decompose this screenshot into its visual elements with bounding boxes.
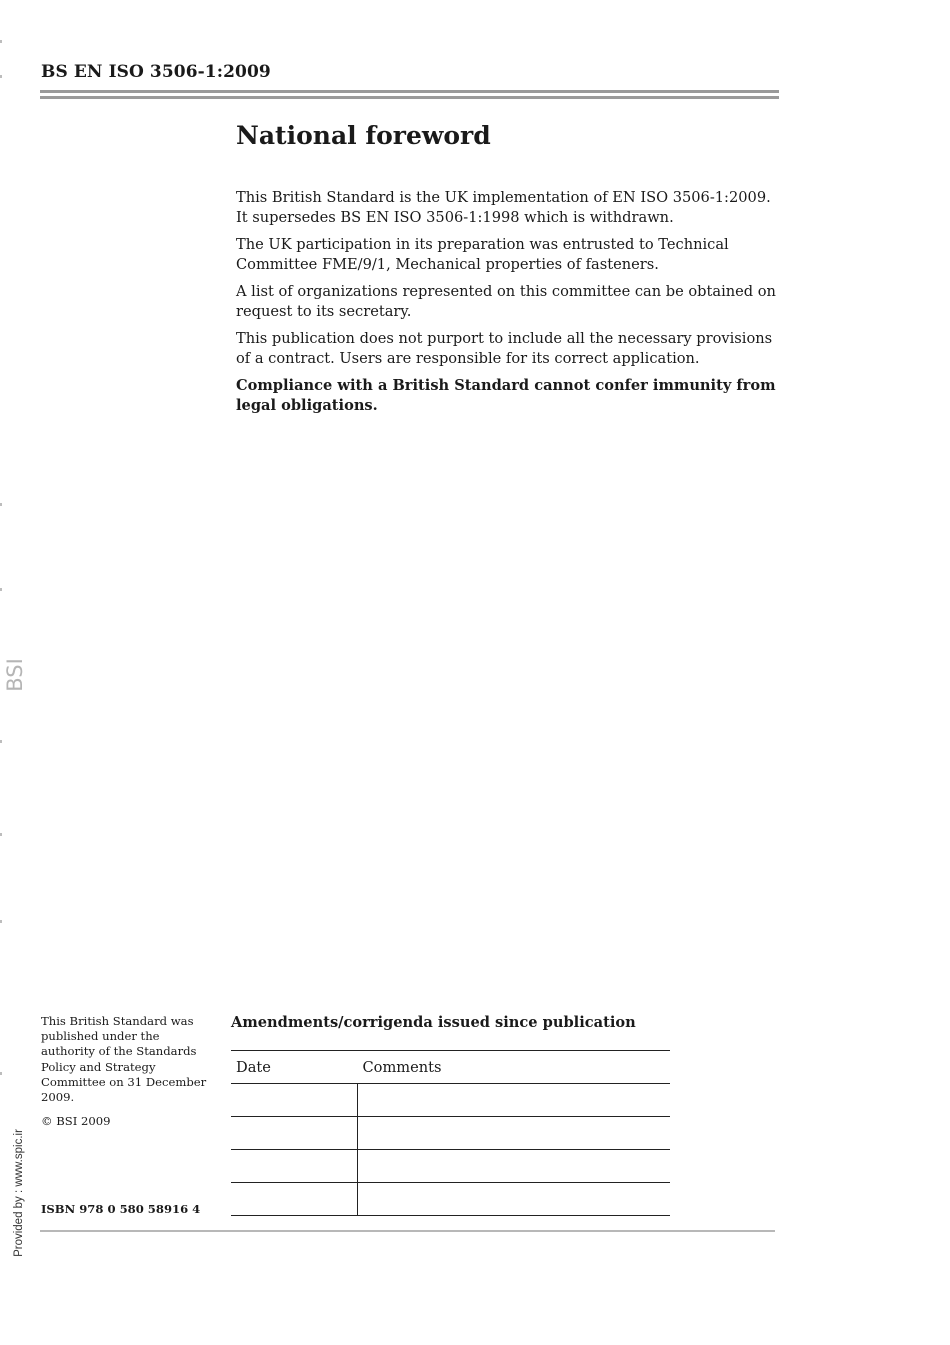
table-row	[231, 1183, 670, 1216]
margin-mark	[0, 920, 2, 923]
date-cell	[231, 1084, 358, 1117]
paragraph: The UK participation in its preparation was entrusted to Technical Committee FME/9/1, Mechanical properties of fasteners.	[236, 236, 729, 273]
margin-mark	[0, 75, 2, 78]
foreword-body	[236, 188, 781, 423]
table-row	[231, 1084, 670, 1117]
date-cell	[231, 1150, 358, 1183]
header-rule	[40, 90, 779, 93]
amendments-title: Amendments/corrigenda issued since publication	[231, 1014, 636, 1031]
paragraph: This publication does not purport to include all the necessary provisions of a contract. Users are responsible for its correct application.	[236, 330, 773, 367]
margin-mark	[0, 503, 2, 506]
compliance-statement: Compliance with a British Standard cannot confer immunity from legal obligations.	[236, 377, 776, 414]
isbn: ISBN 978 0 580 58916 4	[41, 1202, 201, 1216]
provided-by-note: Provided by : www.spic.ir	[13, 1129, 25, 1257]
margin-mark	[0, 740, 2, 743]
table-row	[231, 1117, 670, 1150]
column-header-date: Date	[231, 1051, 358, 1084]
paragraph: A list of organizations represented on this committee can be obtained on request to its secretary.	[236, 283, 776, 320]
margin-mark	[0, 833, 2, 836]
comments-cell	[358, 1117, 671, 1150]
margin-mark	[0, 40, 2, 43]
column-header-comments: Comments	[358, 1051, 671, 1084]
comments-cell	[358, 1183, 671, 1216]
bsi-watermark: BSI	[3, 658, 27, 692]
margin-mark	[0, 588, 2, 591]
page-title: National foreword	[236, 121, 491, 150]
table-header-row	[231, 1051, 670, 1084]
footer-rule	[40, 1230, 775, 1232]
copyright: © BSI 2009	[41, 1114, 111, 1129]
date-cell	[231, 1117, 358, 1150]
margin-mark	[0, 1072, 2, 1075]
paragraph: This British Standard is the UK implementation of EN ISO 3506-1:2009. It supersedes BS EN ISO 3506-1:1998 which is withdrawn.	[236, 189, 771, 226]
document-code: BS EN ISO 3506-1:2009	[41, 62, 271, 82]
amendments-table	[231, 1050, 670, 1216]
comments-cell	[358, 1150, 671, 1183]
comments-cell	[358, 1084, 671, 1117]
publication-note: This British Standard was published under the authority of the Standards Policy and Strategy Committee on 31 December 2009.	[41, 1014, 207, 1105]
header-rule	[40, 96, 779, 99]
table-row	[231, 1150, 670, 1183]
date-cell	[231, 1183, 358, 1216]
publication-note-block	[41, 1014, 211, 1138]
